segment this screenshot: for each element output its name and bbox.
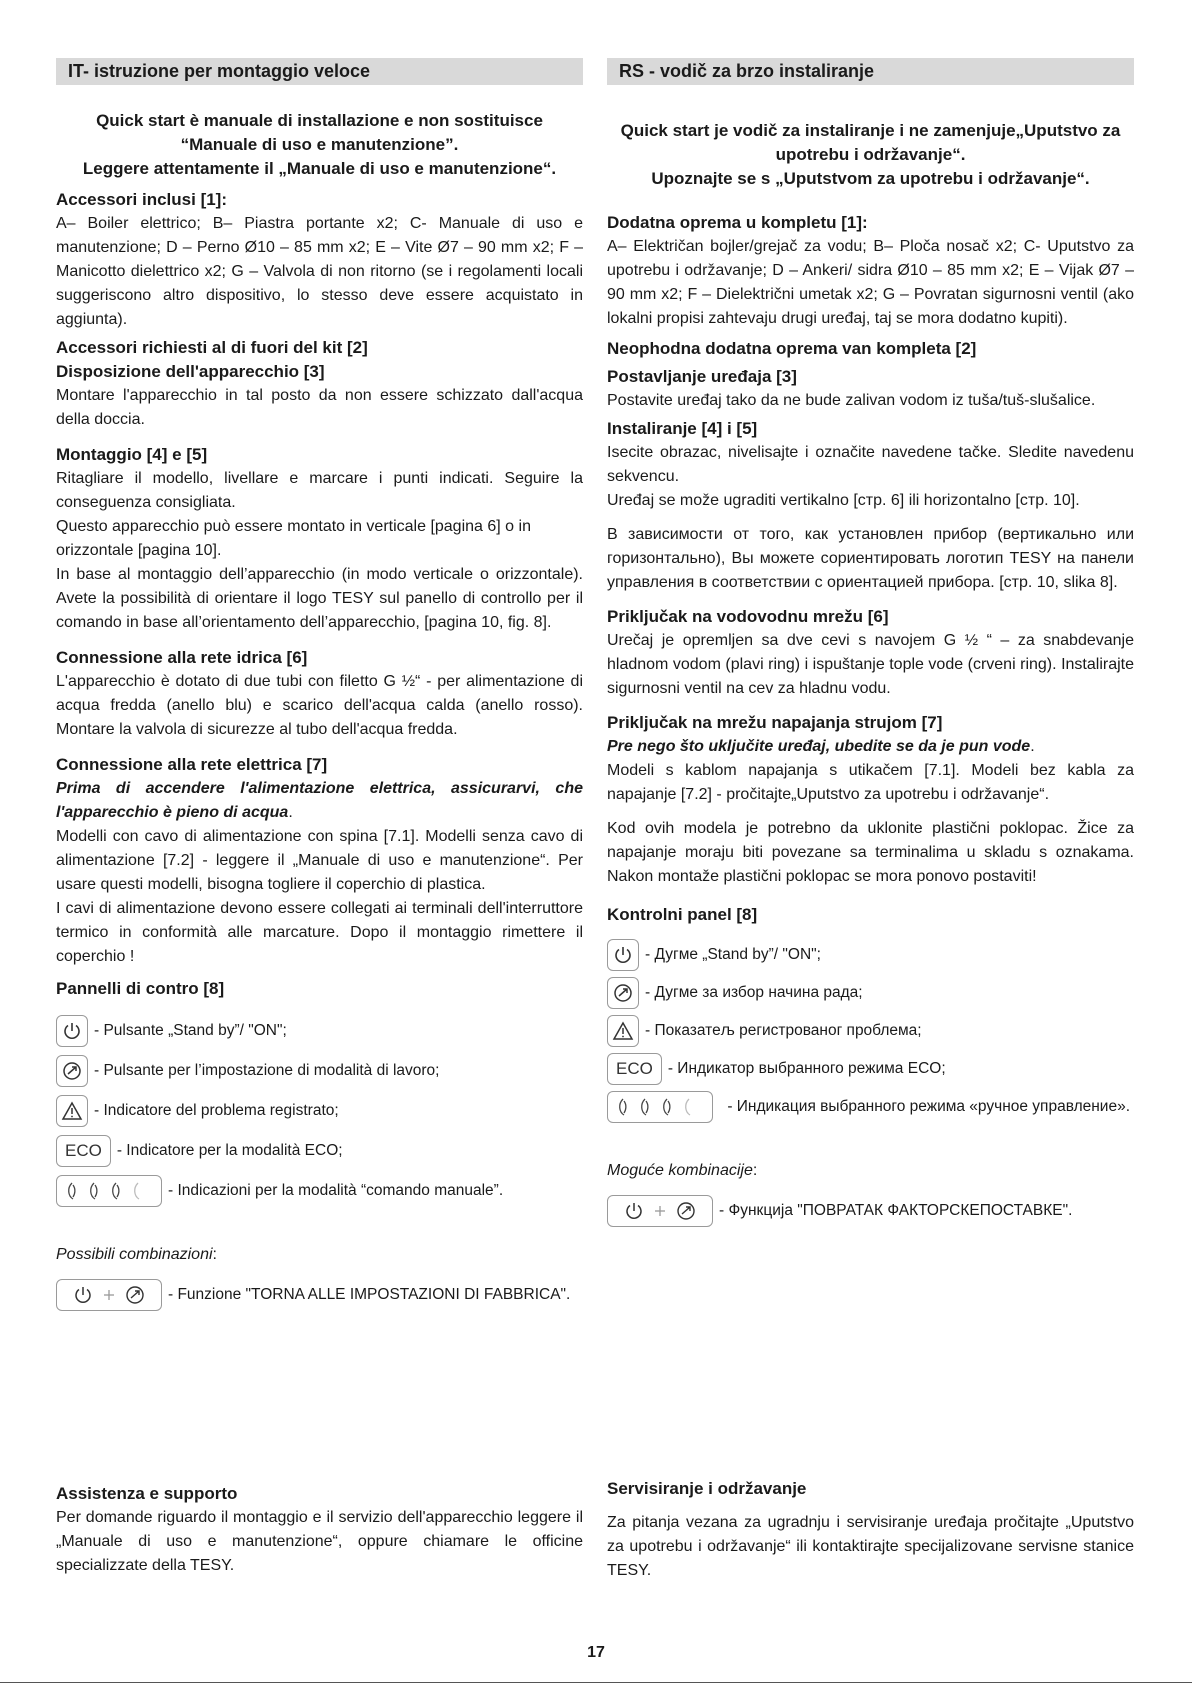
intro-line: Quick start je vodič za instaliranje i ne zamenjuje„Uputstvo za upotrebu i održavanje“. [620,121,1121,164]
support-section-it [56,1482,583,1578]
control-panel-title: Kontrolni panel [8] [607,905,758,924]
panel-item-label: - Indicatore del problema registrato; [94,1102,339,1119]
combinations-title: Moguće kombinacije [607,1162,753,1180]
manual-mode-icons [56,1175,162,1207]
page-number: 17 [587,1644,605,1661]
placement-text: Postavite uređaj tako da ne bude zalivan vodom iz tuša/tuš-slušalice. [607,392,1096,409]
support-text: Per domande riguardo il montaggio e il servizio dell'apparecchio leggere il „Manuale di uso e manutenzione“, oppure chiamare le officine specializzate della TESY. [56,1509,583,1574]
accessories-title: Accessori inclusi [1]: [56,190,228,209]
placement-title: Disposizione dell'apparecchio [3] [56,362,325,381]
column-italian: IT- istruzione per montaggio veloce Quick start è manuale di installazione e non sostituisce “Manuale di uso e manutenzione”. Leggere attentamente il „Manuale di uso e manutenzione“. Accessori inclusi [1]: A– Boiler elettrico; B– Piastra portante x2; C- Manuale di uso e manutenzione; D – Perno Ø10 – 85 mm x2; E – Vite Ø7 – 90 mm x2; F – Manicotto dielettrico x2; G – Valvola di non ritorno (se i regolamenti locali suggeriscono altro dispositivo, lo stesso deve essere acquistato in aggiunta). Accessori richiesti al di fuori del kit [2] Disposizione dell'apparecchio [3] Montare l'apparecchio in tal posto da non essere schizzato dall'acqua della doccia. Montaggio [4] e [5] Ritagliare il modello, livellare e marcare i punti indicati. Seguire la conseguenza consigliata. Questo apparecchio può essere montato in verticale [pagina 6] o in orizzontale [pagina 10]. In base al montaggio dell’apparecchio (in modo verticale o orizzontale). Avete la possibilità di orientare il logo TESY sul panello di controllo per il comando in base all’orientamento dell’apparecchio, [pagina 10, fig. 8]. Connessione alla rete idrica [6] L'apparecchio è dotato di due tubi con filetto G ½“ - per alimentazione di acqua fredda (anello blu) e scarico dell'acqua calda (anello rosso). Montare la valvola di sicurezze al tubo dell'acqua fredda. Connessione alla rete elettrica [7] Prima di accendere l'alimentazione elettrica, assicurarvi, che l'apparecchio è pieno di acqua. Modelli con cavo di alimentazione con spina [7.1]. Modelli senza cavo di alimentazione [7.2] - leggere il „Manuale di uso e manutenzione“. Per usare questi modelli, bisogna togliere il coperchio di plastica. I cavi di alimentazione devono essere collegati ai terminali dell'interruttore termico in conformità alle marcature. Dopo il montaggio rimettere il coperchio ! Pannelli di contro [8] - Pulsante „Stand by”/ "ON"; - Pulsante per l’impostazione di modalità di lavoro; - Indicatore del problema registrato; ECO - Indicatore per la modalità ECO; - Indicazioni per la modalità “comando manuale”. Possibili combinazioni: - Funzione "TORNA ALLE IMPOSTAZIONI DI FABBRICA". [56,58,583,1319]
column-serbian: RS - vodič za brzo instaliranje Quick start je vodič za instaliranje i ne zamenjuje„Uputstvo za upotrebu i održavanje“. Upoznajte se s „Uputstvom za upotrebu i održavanje“. Dodatna oprema u kompletu [1]: A– Električan bojler/grejač za vodu; B– Ploča nosač x2; C- Uputstvo za upotrebu i održavanje; D – Ankeri/ sidra Ø10 – 85 mm x2; E – Vijak Ø7 – 90 mm x2; F – Dielektrični umetak x2; G – Povratan sigurnosni ventil (ako lokalni propisi zahtevaju drugi uređaj, taj se mora dodatno kupiti). Neophodna dodatna oprema van kompleta [2] Postavljanje uređaja [3] Postavite uređaj tako da ne bude zalivan vodom iz tuša/tuš-slušalice. Instaliranje [4] i [5] Isecite obrazac, nivelisajte i označite navedene tačke. Sledite navedenu sekvencu. Uređaj se može ugraditi vertikalno [стр. 6] ili horizontalno [стр. 10]. В зависимости от того, как установлен прибор (вертикально или горизонтально), Вы можете сориентировать логотип TESY на панели управления в соответствии с ориентацией прибора. [стр. 10, slika 8]. Priključak na vodovodnu mrežu [6] Urečaj je opremljen sa dve cevi s navojem G ½ “ – za snabdevanje hladnom vodom (plavi ring) i ispuštanje tople vode (crveni ring). Instalirajte sigurnosni ventil na cev za hladnu vodu. Priključak na mrežu napajanja strujom [7] Pre nego što uključite uređaj, ubedite se da je pun vode. Modeli s kablom napajanja s utikačem [7.1]. Modeli bez kabla za napajanje [7.2] - pročitajte„Uputstvo za upotrebu i održavanje“. Kod ovih modela je potrebno da uklonite plastični poklopac. Žice za napajanje moraju biti povezane sa terminalima u skladu s oznakama. Nakon montaže plastični poklopac se mora ponovo postaviti! Kontrolni panel [8] - Дугме „Stand by”/ "ON"; - Дугме за избор начина рада; - Показатељ регистрованог проблема; ECO - Индикатор выбранного режима ECO; - Индикация выбранного режима «ручное управление». Moguće kombinacije: - Функција "ПОВРАТАК ФАКТОРСКЕПОСТАВКЕ". [607,58,1134,1235]
panel-item-label: - Indicazioni per la modalità “comando manuale”. [168,1182,504,1199]
combination-row [56,1279,583,1311]
electric-connection-title: Priključak na mrežu napajanja strujom [7] [607,713,943,732]
section-header-it: IT- istruzione per montaggio veloce [56,58,583,85]
electric-connection-text: I cavi di alimentazione devono essere collegati ai terminali dell'interruttore termico in conformità alle marcature. Dopo il montaggio rimettere il coperchio ! [56,900,583,965]
combinations-title: Possibili combinazioni [56,1246,213,1263]
required-accessories-title: Neophodna dodatna oprema van kompleta [2] [607,339,977,358]
water-connection-title: Connessione alla rete idrica [6] [56,648,308,667]
power-icon [607,939,639,971]
panel-item [607,1053,1134,1085]
intro-rs [607,119,1134,191]
water-connection-text: L'apparecchio è dotato di due tubi con filetto G ½“ - per alimentazione di acqua fredda (anello blu) e scarico dell'acqua calda (anello rosso). Montare la valvola di sicurezze al tubo dell'acqua fredda. [56,673,583,738]
mode-select-icon [607,977,639,1009]
intro-it [56,109,583,181]
manual-mode-icons [607,1091,713,1123]
support-text: Za pitanja vezana za ugradnju i servisiranje uređaja pročitajte „Uputstvo za upotrebu i održavanje“ ili kontaktirajte specijalizovane servisne stanice TESY. [607,1514,1134,1579]
panel-item [56,1135,583,1167]
support-title: Servisiranje i održavanje [607,1479,807,1498]
water-connection-title: Priključak na vodovodnu mrežu [6] [607,607,889,626]
placement-title: Postavljanje uređaja [3] [607,367,797,386]
footer-rule [0,1682,1192,1683]
accessories-text: A– Boiler elettrico; B– Piastra portante x2; C- Manuale di uso e manutenzione; D – Perno Ø10 – 85 mm x2; E – Vite Ø7 – 90 mm x2; F – Manicotto dielettrico x2; G – Valvola di non ritorno (se i regolamenti locali suggeriscono altro dispositivo, lo stesso deve essere acquistato in aggiunta). [56,215,583,328]
electric-connection-text: Kod ovih modela je potrebno da uklonite plastični poklopac. Žice za napajanje moraju biti povezane sa terminalima u skladu s oznakama. Nakon montaže plastični poklopac se mora ponovo postaviti! [607,820,1134,885]
mounting-text: Uređaj se može ugraditi vertikalno [стр. 6] ili horizontalno [стр. 10]. [607,492,1080,509]
panel-item-label: - Индикатор выбранного режима ECO; [667,1060,946,1077]
electric-connection-text: Modelli con cavo di alimentazione con spina [7.1]. Modelli senza cavo di alimentazione [7.2] - leggere il „Manuale di uso e manutenzione“. Per usare questi modelli, bisogna togliere il coperchio di plastica. [56,828,583,893]
panel-item-label: - Pulsante „Stand by”/ "ON"; [94,1022,287,1039]
mounting-text: Isecite obrazac, nivelisajte i označite navedene tačke. Sledite navedenu sekvencu. [607,444,1134,485]
electric-connection-title: Connessione alla rete elettrica [7] [56,755,328,774]
power-icon [56,1015,88,1047]
power-plus-mode-icon [607,1195,713,1227]
mounting-text: Ritagliare il modello, livellare e marcare i punti indicati. Seguire la conseguenza consigliata. [56,470,583,511]
intro-line: Upoznajte se s „Uputstvom za upotrebu i održavanje“. [651,169,1090,188]
panel-item-label: - Индикация выбранного режима «ручное управление». [727,1098,1131,1116]
intro-line: “Manuale di uso e manutenzione”. [180,135,459,154]
panel-item-label: - Показатељ регистрованог проблема; [645,1022,922,1039]
mounting-text: Questo apparecchio può essere montato in verticale [pagina 6] o in orizzontale [pagina 10]. [56,518,531,559]
mounting-title: Montaggio [4] e [5] [56,445,208,464]
section-header-rs: RS - vodič za brzo instaliranje [607,58,1134,85]
panel-item [607,977,1134,1009]
eco-indicator-icon: ECO [607,1053,662,1085]
eco-indicator-icon: ECO [56,1135,111,1167]
mounting-text: В зависимости от того, как установлен прибор (вертикально или горизонтально), Вы можете сориентировать логотип TESY на панели управления в соответствии с ориентацией прибора. [стр. 10, slika 8]. [607,526,1134,591]
mode-select-icon [56,1055,88,1087]
panel-item [56,1175,583,1207]
electric-warning: Pre nego što uključite uređaj, ubedite se da je pun vode [607,738,1031,755]
control-panel-title: Pannelli di contro [8] [56,979,225,998]
power-plus-mode-icon [56,1279,162,1311]
placement-text: Montare l'apparecchio in tal posto da non essere schizzato dall'acqua della doccia. [56,387,583,428]
required-accessories-title: Accessori richiesti al di fuori del kit [2] [56,338,368,357]
support-section-rs [607,1477,1134,1583]
panel-item [607,1015,1134,1047]
panel-item [607,939,1134,971]
panel-item-label: - Indicatore per la modalità ECO; [116,1142,343,1159]
accessories-text: A– Električan bojler/grejač za vodu; B– Ploča nosač x2; C- Uputstvo za upotrebu i održavanje; D – Ankeri/ sidra Ø10 – 85 mm x2; E – Vijak Ø7 – 90 mm x2; F – Dielektrični umetak x2; G – Povratan sigurnosni ventil (ako lokalni propisi zahtevaju drugi uređaj, taj se mora dodatno kupiti). [607,238,1134,327]
intro-line: Leggere attentamente il „Manuale di uso e manutenzione“. [82,159,557,178]
panel-item [607,1091,1134,1123]
intro-line: Quick start è manuale di installazione e non sostituisce [96,111,543,130]
combination-label: - Funzione "TORNA ALLE IMPOSTAZIONI DI FABBRICA". [168,1286,571,1303]
panel-item-label: - Pulsante per l’impostazione di modalità di lavoro; [94,1062,440,1079]
mounting-title: Instaliranje [4] i [5] [607,419,758,438]
accessories-title: Dodatna oprema u kompletu [1]: [607,213,868,232]
electric-warning: Prima di accendere l'alimentazione elettrica, assicurarvi, che l'apparecchio è pieno di acqua [56,780,583,821]
warning-icon [56,1095,88,1127]
panel-item [56,1015,583,1047]
warning-icon [607,1015,639,1047]
combination-row [607,1195,1134,1227]
water-connection-text: Urečaj je opremljen sa dve cevi s navojem G ½ “ – za snabdevanje hladnom vodom (plavi ring) i ispuštanje tople vode (crveni ring). Instalirajte sigurnosni ventil na cev za hladnu vodu. [607,632,1134,697]
panel-item-label: - Дугме „Stand by”/ "ON"; [645,946,821,963]
panel-item-label: - Дугме за избор начина рада; [645,984,863,1001]
panel-item [56,1055,583,1087]
support-title: Assistenza e supporto [56,1484,238,1503]
electric-connection-text: Modeli s kablom napajanja s utikačem [7.1]. Modeli bez kabla za napajanje [7.2] - pročitajte„Uputstvo za upotrebu i održavanje“. [607,762,1134,803]
combination-label: - Функција "ПОВРАТАК ФАКТОРСКЕПОСТАВКЕ". [719,1202,1073,1220]
panel-item [56,1095,583,1127]
mounting-text: In base al montaggio dell’apparecchio (in modo verticale o orizzontale). Avete la possibilità di orientare il logo TESY sul panello di controllo per il comando in base all’orientamento dell’apparecchio, [pagina 10, fig. 8]. [56,566,583,631]
